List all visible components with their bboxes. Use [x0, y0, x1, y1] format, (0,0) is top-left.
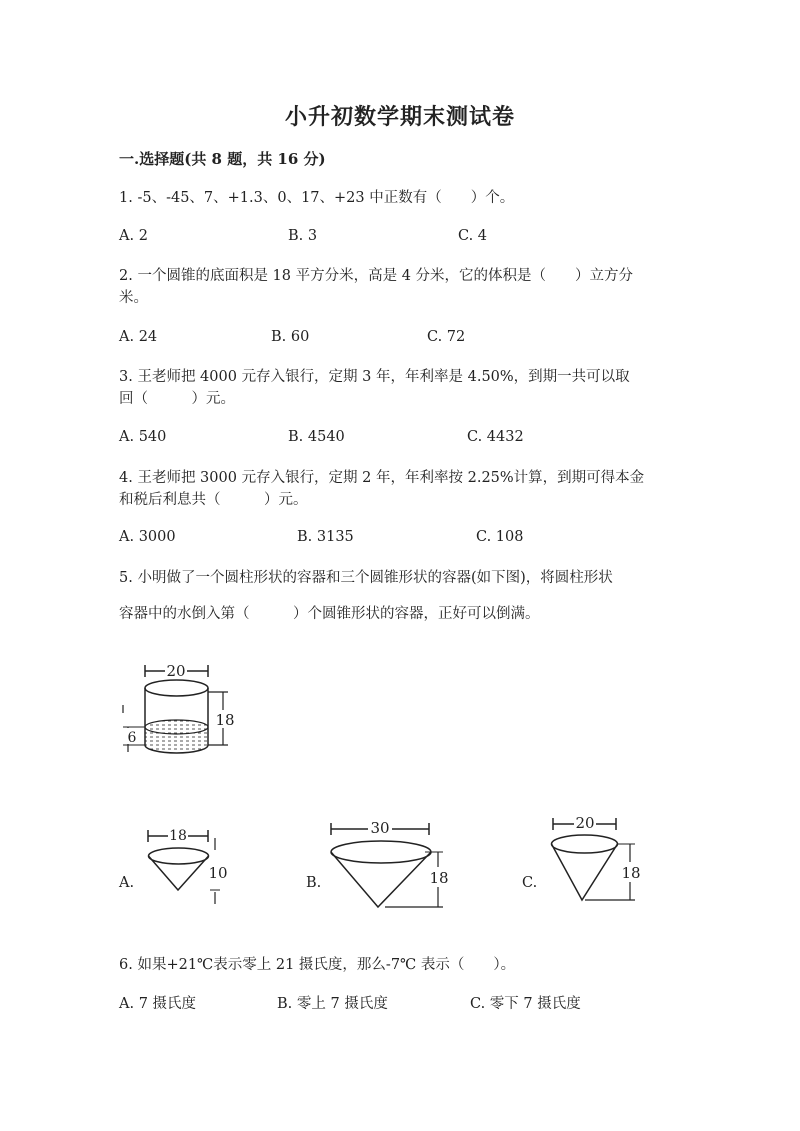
question-1-text: 1. -5、-45、7、+1.3、0、17、+23 中正数有（ ）个。	[119, 190, 515, 206]
question-1-option-b: B. 3	[288, 228, 318, 244]
cone-a-diameter-label: 18	[169, 828, 187, 844]
page-title: 小升初数学期末测试卷	[284, 104, 515, 130]
question-2-option-b: B. 60	[271, 329, 310, 345]
question-4-option-a: A. 3000	[119, 529, 176, 545]
question-2-option-c: C. 72	[427, 329, 466, 345]
question-5-line-2: 容器中的水倒入第（ ）个圆锥形状的容器，正好可以倒满。	[119, 606, 540, 622]
question-2-line-1: 2. 一个圆锥的底面积是 18 平方分米，高是 4 分米，它的体积是（ ）立方分	[119, 268, 634, 284]
question-1-option-a: A. 2	[119, 228, 148, 244]
question-2-option-a: A. 24	[119, 329, 158, 345]
cylinder-water-label: 6	[127, 730, 137, 746]
cone-b-diameter-label: 30	[370, 819, 390, 837]
question-3-option-a: A. 540	[119, 429, 167, 445]
question-6-option-c: C. 零下 7 摄氏度	[470, 996, 581, 1012]
cone-c-diameter-label: 20	[575, 814, 595, 832]
cone-b-figure	[325, 815, 455, 919]
section-heading: 一.选择题(共 8 题，共 16 分)	[119, 150, 326, 168]
cone-a-figure	[140, 820, 240, 919]
cone-c-figure	[545, 810, 655, 914]
cylinder-figure	[120, 655, 250, 769]
cone-a-label: A.	[119, 875, 135, 891]
question-4-line-1: 4. 王老师把 3000 元存入银行，定期 2 年，年利率按 2.25%计算，到期可得本金	[119, 470, 645, 486]
question-2-line-2: 米。	[119, 290, 148, 306]
cone-b-label: B.	[306, 875, 322, 891]
cone-c-label: C.	[522, 875, 538, 891]
question-5-line-1: 5. 小明做了一个圆柱形状的容器和三个圆锥形状的容器(如下图)，将圆柱形状	[119, 570, 613, 586]
question-6-text: 6. 如果+21℃表示零上 21 摄氏度，那么-7℃ 表示（ ）。	[119, 957, 516, 973]
question-3-option-b: B. 4540	[288, 429, 345, 445]
question-4-line-2: 和税后利息共（ ）元。	[119, 492, 308, 508]
question-4-option-c: C. 108	[476, 529, 524, 545]
cone-c-height-label: 18	[621, 864, 641, 882]
question-1-option-c: C. 4	[458, 228, 488, 244]
question-4-option-b: B. 3135	[297, 529, 354, 545]
cylinder-height-label: 18	[215, 711, 235, 729]
cone-a-height-label: 10	[208, 864, 228, 882]
question-6-option-b: B. 零上 7 摄氏度	[277, 996, 388, 1012]
question-3-option-c: C. 4432	[467, 429, 524, 445]
question-3-line-2: 回（ ）元。	[119, 391, 235, 407]
cone-b-height-label: 18	[429, 869, 449, 887]
cylinder-diameter-label: 20	[166, 662, 186, 680]
question-3-line-1: 3. 王老师把 4000 元存入银行，定期 3 年，年利率是 4.50%，到期一共可以取	[119, 369, 630, 385]
question-6-option-a: A. 7 摄氏度	[119, 996, 197, 1012]
